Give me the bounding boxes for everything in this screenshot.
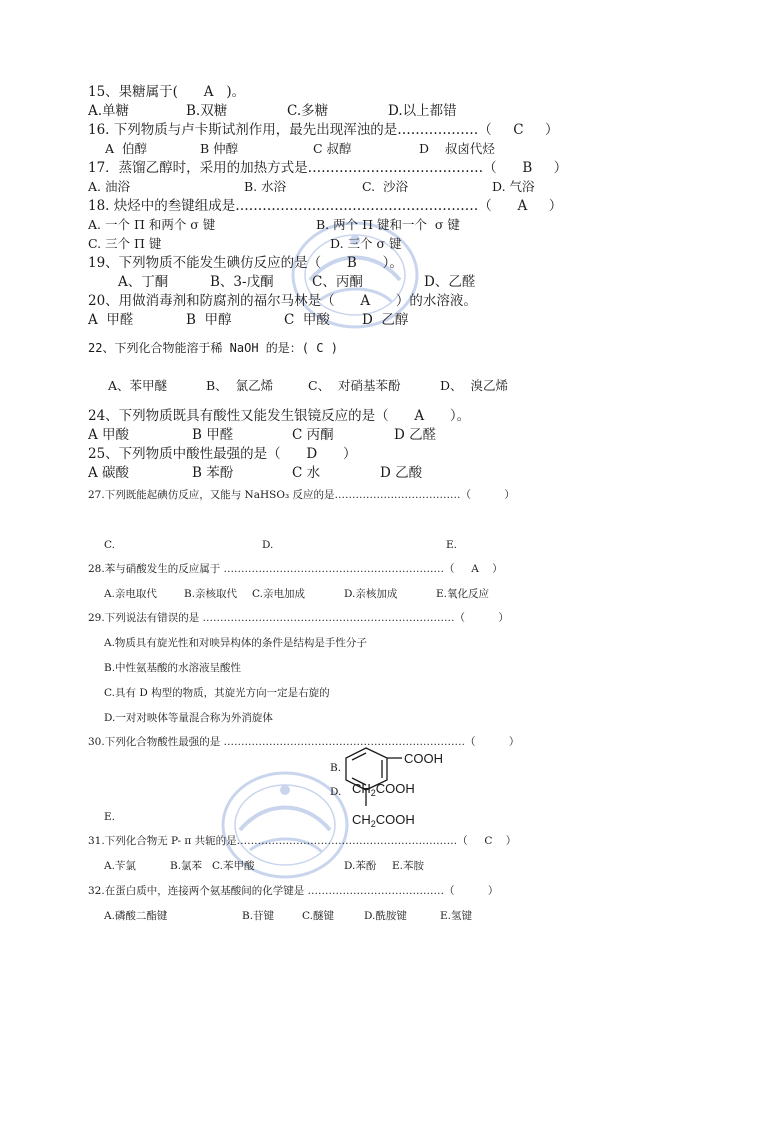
q30-option-d: D. — [330, 786, 342, 798]
q17-option-d: D. 气浴 — [492, 179, 535, 194]
q15-option-c: C.多糖 — [287, 103, 329, 119]
q20-option-d: D 乙醇 — [362, 312, 409, 328]
q19-option-b: B、3-戊酮 — [210, 274, 274, 290]
q30-option-e: E. — [104, 811, 116, 823]
q29-option-d: D.一对对映体等量混合称为外消旋体 — [104, 712, 273, 724]
q15-option-a: A.单糖 — [88, 103, 130, 119]
q20-stem: 20、用做消毒剂和防腐剂的福尔马林是（ A ）的水溶液。 — [88, 293, 477, 309]
q16-stem: 16. 下列物质与卢卡斯试剂作用，最先出现浑浊的是………………（ C ） — [88, 122, 559, 138]
q22-stem: 22、下列化合物能溶于稀 NaOH 的是：( C ) — [88, 341, 338, 355]
q17-option-a: A. 油浴 — [88, 179, 130, 194]
q25-option-b: B 苯酚 — [192, 465, 234, 481]
cooh-label-1: COOH — [404, 751, 443, 766]
q20-option-b: B 甲醇 — [186, 312, 232, 328]
q24-option-a: A 甲酸 — [88, 427, 130, 443]
q18-stem: 18. 炔烃中的叁键组成是………………………………………………（ A ） — [88, 198, 563, 214]
q28-option-c: C.亲电加成 — [252, 588, 305, 600]
q31-option-c: C.苯甲酸 — [212, 860, 255, 872]
q25-option-d: D 乙酸 — [380, 465, 423, 481]
q20-option-a: A 甲醛 — [88, 312, 134, 328]
q18-option-a: A. 一个 Π 和两个 σ 键 — [88, 217, 216, 232]
q16-option-b: B 仲醇 — [200, 141, 239, 156]
q25-option-c: C 水 — [292, 465, 321, 481]
q32-option-d: D.酰胺键 — [364, 910, 407, 922]
q19-option-a: A、丁酮 — [118, 274, 169, 290]
q32-option-b: B.苷键 — [242, 910, 275, 922]
ch2-label-1: $CH_2COOH$ — [352, 781, 415, 798]
q28-stem: 28.苯与硝酸发生的反应属于 ………………………………………………………（ A ） — [88, 563, 503, 575]
q31-option-d: D.苯酚 — [344, 860, 377, 872]
q18-option-c: C. 三个 Π 键 — [88, 236, 162, 251]
q24-option-b: B 甲醛 — [192, 427, 234, 443]
q22-option-d: D、 溴乙烯 — [440, 378, 508, 393]
q32-option-a: A.磷酸二酯键 — [104, 910, 168, 922]
q27-option-d: D. — [262, 539, 274, 551]
q31-option-e: E.苯胺 — [392, 860, 425, 872]
q27-option-c: C. — [104, 539, 115, 551]
q16-option-c: C 叔醇 — [313, 141, 352, 156]
q19-stem: 19、下列物质不能发生碘仿反应的是（ B ）。 — [88, 255, 403, 271]
q25-option-a: A 碳酸 — [88, 465, 130, 481]
q28-option-e: E.氧化反应 — [436, 588, 490, 600]
q28-option-b: B.亲核取代 — [184, 588, 238, 600]
q22-option-c: C、 对硝基苯酚 — [308, 378, 401, 393]
q18-option-d: D. 三个 σ 键 — [330, 236, 402, 251]
q15-stem: 15、果糖属于( A )。 — [88, 84, 246, 100]
q25-stem: 25、下列物质中酸性最强的是（ D ） — [88, 446, 357, 462]
q31-option-a: A.苄氯 — [104, 860, 136, 872]
q29-option-b: B.中性氨基酸的水溶液呈酸性 — [104, 662, 242, 674]
q31-option-b: B.氯苯 — [170, 860, 203, 872]
q16-option-d: D 叔卤代烃 — [419, 141, 495, 156]
q19-option-c: C、丙酮 — [312, 274, 363, 290]
q27-option-e: E. — [446, 539, 458, 551]
q29-option-a: A.物质具有旋光性和对映异构体的条件是结构是手性分子 — [104, 637, 367, 649]
q24-stem: 24、下列物质既具有酸性又能发生银镜反应的是（ A ）。 — [88, 408, 471, 424]
q24-option-c: C 丙酮 — [292, 427, 334, 443]
q28-option-d: D.亲核加成 — [344, 588, 398, 600]
q22-option-a: A、苯甲醚 — [108, 378, 168, 393]
q15-option-b: B.双糖 — [186, 103, 228, 119]
benzene-structure-diagram — [330, 744, 460, 832]
q18-option-b: B. 两个 Π 键和一个 σ 键 — [316, 217, 460, 232]
q27-stem: 27.下列既能起碘仿反应，又能与 NaHSO₃ 反应的是………………………………（ ） — [88, 489, 515, 501]
q30-stem: 30.下列化合物酸性最强的是 ……………………………………………………………（ ） — [88, 736, 520, 748]
q24-option-d: D 乙醛 — [394, 427, 437, 443]
q17-option-c: C. 沙浴 — [362, 179, 409, 194]
q17-option-b: B. 水浴 — [244, 179, 287, 194]
q17-stem: 17．蒸馏乙醇时，采用的加热方式是…………………………………（ B ） — [88, 160, 568, 176]
q20-option-c: C 甲酸 — [284, 312, 330, 328]
q22-option-b: B、 氯乙烯 — [206, 378, 274, 393]
q29-option-c: C.具有 D 构型的物质，其旋光方向一定是右旋的 — [104, 687, 330, 699]
q32-option-e: E.氢键 — [440, 910, 473, 922]
q28-option-a: A.亲电取代 — [104, 588, 157, 600]
q19-option-d: D、乙醛 — [424, 274, 476, 290]
q31-stem: 31.下列化合物无 P- π 共轭的是………………………………………………………（ C ） — [88, 835, 517, 847]
ch2-label-2: $CH_2COOH$ — [352, 812, 415, 829]
q30-option-b: B. — [330, 762, 342, 774]
q32-stem: 32.在蛋白质中，连接两个氨基酸间的化学键是 …………………………………（ ） — [88, 885, 499, 897]
q29-stem: 29.下列说法有错误的是 ………………………………………………………………（ ） — [88, 612, 509, 624]
q32-option-c: C.醚键 — [302, 910, 334, 922]
q16-option-a: A 伯醇 — [105, 141, 147, 156]
q15-option-d: D.以上都错 — [388, 103, 457, 119]
